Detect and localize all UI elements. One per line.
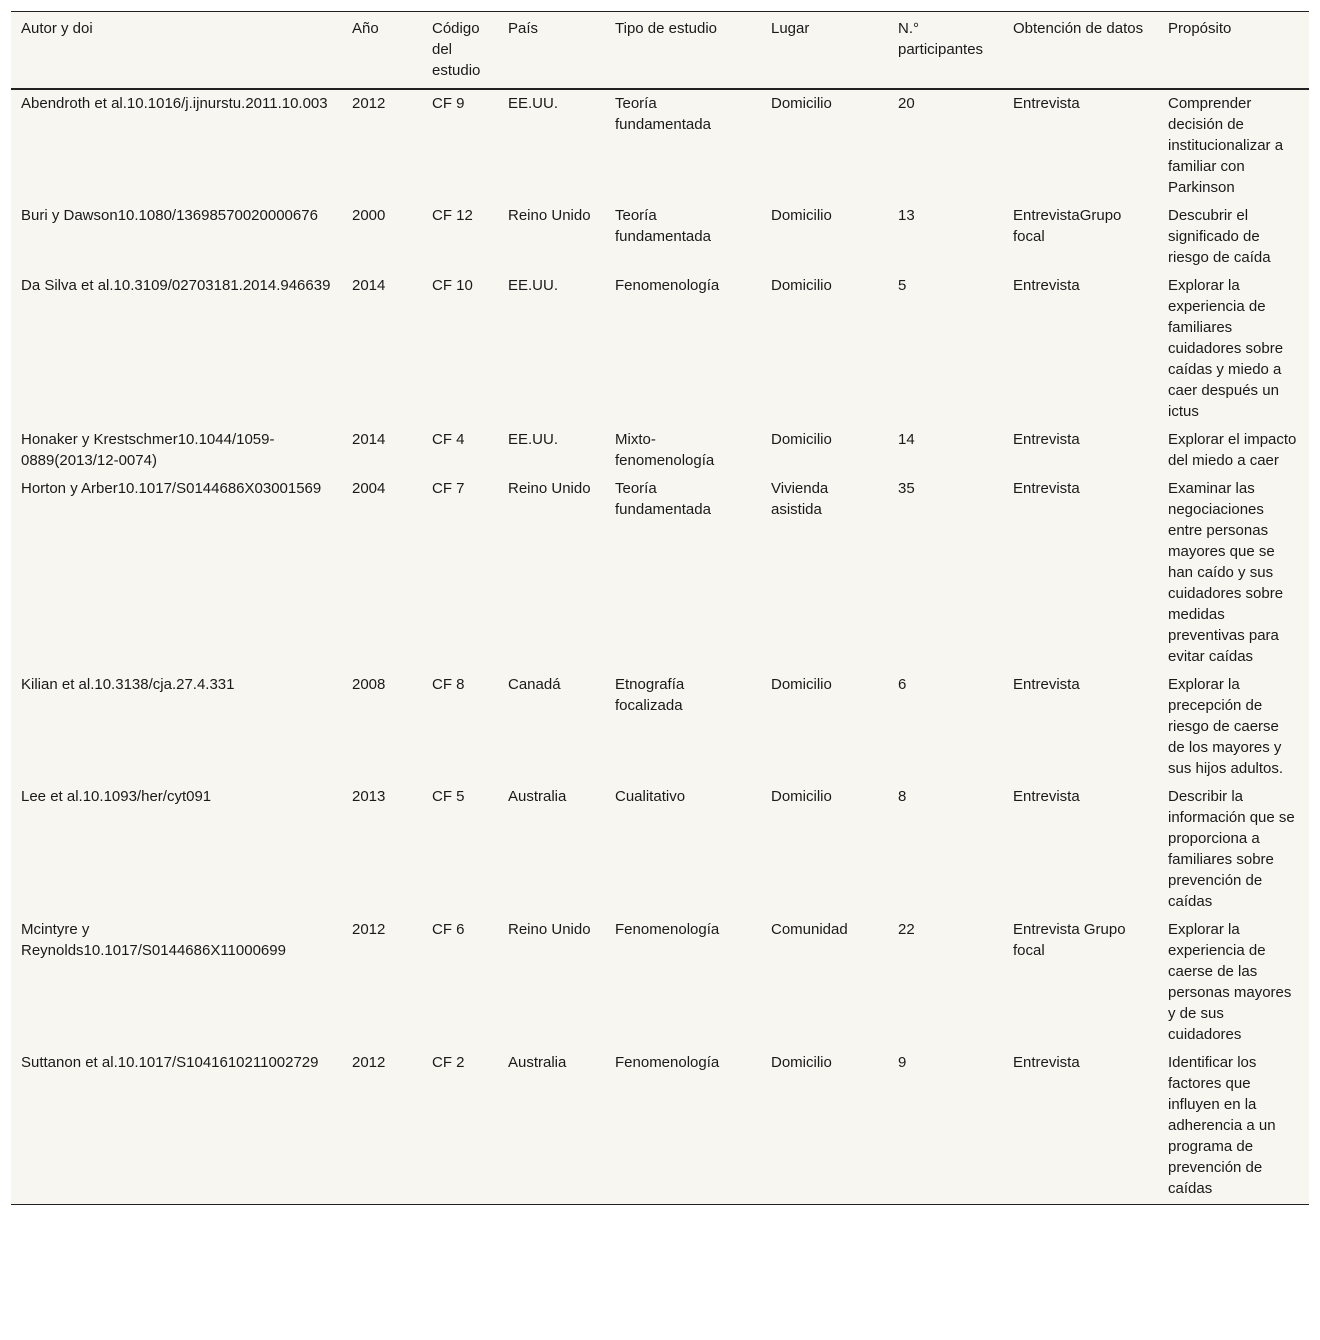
table-header [11, 12, 1309, 89]
cell-participants: 5 [898, 277, 907, 294]
header-participants: N.° participantes [888, 12, 1003, 89]
cell-place: Domicilio [771, 1054, 832, 1071]
cell-place: Comunidad [771, 921, 848, 938]
cell-study-type: Mixto-fenomenología [615, 431, 715, 469]
cell-country: EE.UU. [508, 431, 559, 448]
cell-data-collection: Entrevista [1013, 788, 1080, 805]
cell-country: Australia [508, 788, 567, 805]
cell-code: CF 8 [432, 676, 465, 693]
cell-participants: 20 [898, 95, 915, 112]
header-author: Autor y doi [11, 12, 342, 89]
cell-author: Mcintyre y Reynolds10.1017/S0144686X11000699 [21, 921, 286, 959]
cell-country: Reino Unido [508, 207, 591, 224]
cell-author: Da Silva et al.10.3109/02703181.2014.946639 [21, 277, 331, 294]
cell-code: CF 12 [432, 207, 473, 224]
cell-purpose: Describir la información que se proporciona a familiares sobre prevención de caídas [1168, 788, 1295, 910]
cell-place: Domicilio [771, 95, 832, 112]
studies-table [11, 12, 1309, 1204]
cell-study-type: Etnografía focalizada [615, 676, 685, 714]
cell-purpose: Explorar el impacto del miedo a caer [1168, 431, 1297, 469]
header-row [11, 12, 1309, 89]
cell-author: Horton y Arber10.1017/S0144686X03001569 [21, 480, 322, 497]
cell-country: Reino Unido [508, 921, 591, 938]
cell-study-type: Fenomenología [615, 1054, 720, 1071]
cell-year: 2013 [352, 788, 386, 805]
cell-purpose: Explorar la precepción de riesgo de caerse de los mayores y sus hijos adultos. [1168, 676, 1284, 777]
cell-data-collection: Entrevista [1013, 1054, 1080, 1071]
cell-participants: 8 [898, 788, 907, 805]
studies-table-container [11, 11, 1309, 1205]
cell-code: CF 10 [432, 277, 473, 294]
cell-purpose: Identificar los factores que influyen en la adherencia a un programa de prevención de caídas [1168, 1054, 1276, 1197]
header-country: País [498, 12, 605, 89]
cell-place: Domicilio [771, 676, 832, 693]
cell-place: Domicilio [771, 207, 832, 224]
table-row [11, 914, 1309, 1047]
cell-year: 2012 [352, 95, 386, 112]
cell-country: Reino Unido [508, 480, 591, 497]
cell-place: Domicilio [771, 277, 832, 294]
table-row [11, 781, 1309, 914]
cell-purpose: Examinar las negociaciones entre personas mayores que se han caído y sus cuidadores sobre medidas preventivas para evitar caídas [1168, 480, 1284, 665]
header-data-collection: Obtención de datos [1003, 12, 1158, 89]
cell-code: CF 2 [432, 1054, 465, 1071]
cell-code: CF 6 [432, 921, 465, 938]
cell-purpose: Descubrir el significado de riesgo de caída [1168, 207, 1271, 266]
table-row [11, 473, 1309, 669]
cell-data-collection: Entrevista [1013, 676, 1080, 693]
cell-place: Vivienda asistida [771, 480, 829, 518]
cell-author: Suttanon et al.10.1017/S1041610211002729 [21, 1054, 319, 1071]
cell-year: 2000 [352, 207, 386, 224]
cell-year: 2012 [352, 921, 386, 938]
cell-place: Domicilio [771, 788, 832, 805]
cell-study-type: Teoría fundamentada [615, 480, 711, 518]
header-place: Lugar [761, 12, 888, 89]
cell-country: Canadá [508, 676, 561, 693]
cell-year: 2014 [352, 431, 386, 448]
cell-country: EE.UU. [508, 277, 559, 294]
cell-participants: 14 [898, 431, 915, 448]
table-row [11, 89, 1309, 200]
table-row [11, 424, 1309, 473]
header-code: Código del estudio [422, 12, 498, 89]
cell-purpose: Explorar la experiencia de familiares cuidadores sobre caídas y miedo a caer después un ictus [1168, 277, 1284, 420]
cell-data-collection: Entrevista [1013, 95, 1080, 112]
cell-study-type: Fenomenología [615, 277, 720, 294]
table-row [11, 270, 1309, 424]
cell-year: 2008 [352, 676, 386, 693]
table-body [11, 89, 1309, 1204]
cell-code: CF 9 [432, 95, 465, 112]
cell-data-collection: Entrevista Grupo focal [1013, 921, 1126, 959]
cell-year: 2004 [352, 480, 386, 497]
cell-data-collection: Entrevista [1013, 277, 1080, 294]
cell-year: 2014 [352, 277, 386, 294]
cell-author: Kilian et al.10.3138/cja.27.4.331 [21, 676, 235, 693]
cell-purpose: Explorar la experiencia de caerse de las personas mayores y de sus cuidadores [1168, 921, 1292, 1043]
cell-study-type: Fenomenología [615, 921, 720, 938]
cell-study-type: Cualitativo [615, 788, 686, 805]
cell-author: Buri y Dawson10.1080/13698570020000676 [21, 207, 318, 224]
cell-country: Australia [508, 1054, 567, 1071]
cell-author: Lee et al.10.1093/her/cyt091 [21, 788, 212, 805]
cell-study-type: Teoría fundamentada [615, 207, 711, 245]
cell-data-collection: EntrevistaGrupo focal [1013, 207, 1122, 245]
cell-data-collection: Entrevista [1013, 480, 1080, 497]
cell-data-collection: Entrevista [1013, 431, 1080, 448]
cell-code: CF 4 [432, 431, 465, 448]
header-year: Año [342, 12, 422, 89]
cell-purpose: Comprender decisión de institucionalizar a familiar con Parkinson [1168, 95, 1284, 196]
cell-author: Abendroth et al.10.1016/j.ijnurstu.2011.10.003 [21, 95, 328, 112]
table-row [11, 1047, 1309, 1204]
cell-participants: 35 [898, 480, 915, 497]
cell-participants: 9 [898, 1054, 907, 1071]
header-purpose: Propósito [1158, 12, 1309, 89]
table-row [11, 669, 1309, 781]
cell-participants: 6 [898, 676, 907, 693]
cell-participants: 22 [898, 921, 915, 938]
cell-code: CF 5 [432, 788, 465, 805]
cell-participants: 13 [898, 207, 915, 224]
cell-place: Domicilio [771, 431, 832, 448]
cell-code: CF 7 [432, 480, 465, 497]
cell-country: EE.UU. [508, 95, 559, 112]
cell-study-type: Teoría fundamentada [615, 95, 711, 133]
table-row [11, 200, 1309, 270]
cell-year: 2012 [352, 1054, 386, 1071]
header-study-type: Tipo de estudio [605, 12, 761, 89]
cell-author: Honaker y Krestschmer10.1044/1059-0889(2013/12-0074) [21, 431, 275, 469]
